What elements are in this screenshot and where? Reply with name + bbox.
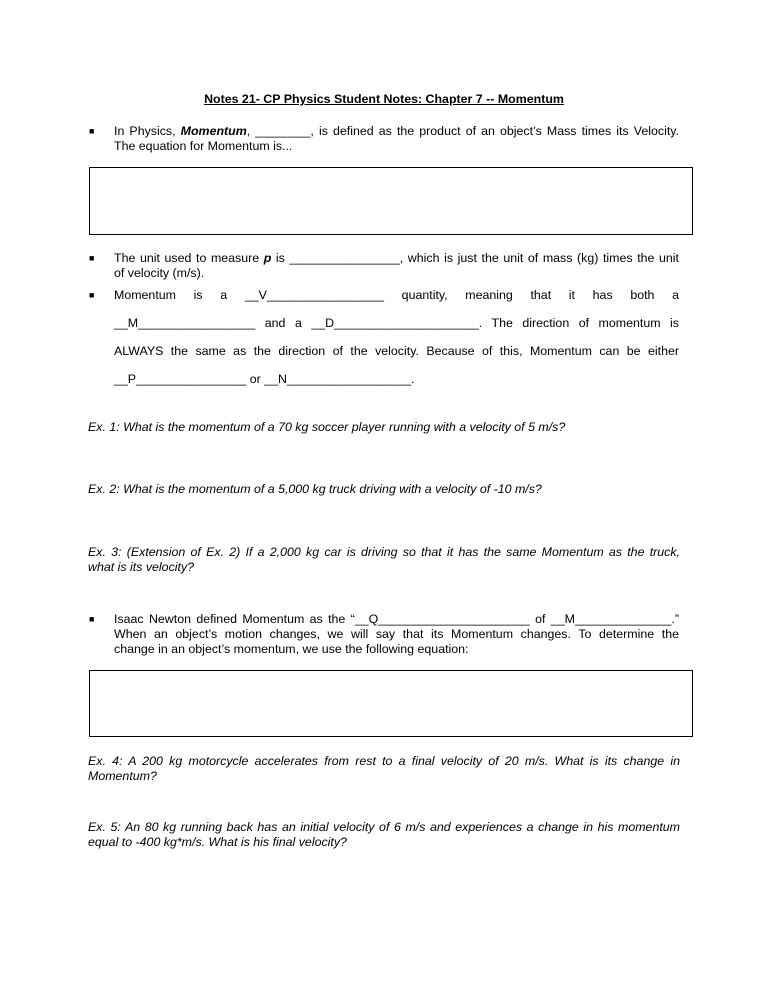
- text-run: is ________________, which is just the unit of mass (kg) times the unit: [271, 251, 679, 265]
- text-line: change in an object’s momentum, we use the following equation:: [114, 642, 469, 656]
- text-line: __M_________________ and a __D_____________________. The direction of momentum is: [114, 316, 679, 330]
- bullet-marker: ■: [89, 126, 95, 136]
- term-p: p: [263, 251, 272, 265]
- impulse-equation-box[interactable]: [89, 670, 693, 737]
- text-line: __P________________ or __N__________________.: [114, 372, 415, 386]
- text-line: Momentum?: [88, 769, 157, 783]
- text-line: Ex. 5: An 80 kg running back has an initial velocity of 6 m/s and experiences a change in his momentum: [88, 820, 680, 834]
- momentum-equation-box[interactable]: [89, 167, 693, 235]
- text-line: of velocity (m/s).: [114, 266, 205, 280]
- example-1: Ex. 1: What is the momentum of a 70 kg soccer player running with a velocity of 5 m/s?: [88, 420, 566, 434]
- text-run: , ________, is defined as the product of an object’s Mass times its Velocity.: [246, 124, 679, 138]
- example-2: Ex. 2: What is the momentum of a 5,000 kg truck driving with a velocity of -10 m/s?: [88, 482, 542, 496]
- text-line: what is its velocity?: [88, 560, 195, 574]
- momentum-definition: [114, 124, 679, 154]
- text-line: The equation for Momentum is...: [114, 139, 293, 153]
- text-line: Ex. 4: A 200 kg motorcycle accelerates from rest to a final velocity of 20 m/s. What is its change in: [88, 754, 680, 768]
- text-line: Ex. 3: (Extension of Ex. 2) If a 2,000 kg car is driving so that it has the same Momentum as the truck,: [88, 545, 680, 559]
- text-run: The unit used to measure: [114, 251, 264, 265]
- bullet-marker: ■: [89, 253, 95, 263]
- bullet-marker: ■: [89, 614, 95, 624]
- text-line: ALWAYS the same as the direction of the velocity. Because of this, Momentum can be either: [114, 344, 679, 358]
- text-run: In Physics,: [114, 124, 181, 138]
- momentum-vector: [114, 288, 679, 387]
- text-line: equal to -400 kg*m/s. What is his final velocity?: [88, 835, 347, 849]
- example-3: [88, 545, 680, 575]
- text-line: When an object’s motion changes, we will say that its Momentum changes. To determine the: [114, 627, 679, 641]
- bullet-marker: ■: [89, 290, 95, 300]
- example-5: [88, 820, 680, 850]
- text-line: Isaac Newton defined Momentum as the “__Q______________________ of __M______________.”: [114, 612, 679, 626]
- example-4: [88, 754, 680, 784]
- newton-definition: [114, 612, 679, 657]
- term-momentum: Momentum: [180, 124, 247, 138]
- text-line: Momentum is a __V_________________ quantity, meaning that it has both a: [114, 288, 679, 302]
- momentum-unit: [114, 251, 679, 281]
- page-title: Notes 21- CP Physics Student Notes: Chapter 7 -- Momentum: [204, 92, 564, 106]
